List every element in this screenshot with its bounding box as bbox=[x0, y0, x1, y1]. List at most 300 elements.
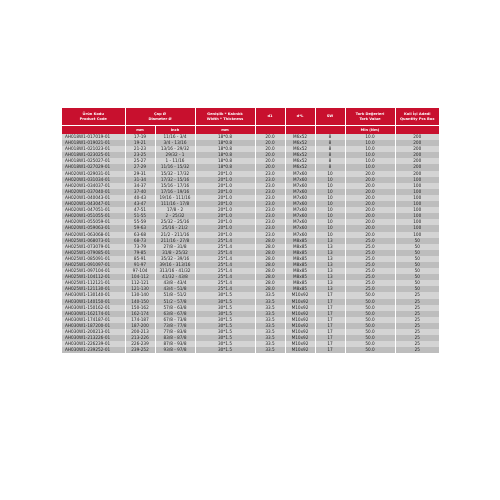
cell-d1: 28.0 bbox=[255, 250, 285, 256]
cell-d1: 33.5 bbox=[255, 305, 285, 311]
cell-width-thickness: 20*1.0 bbox=[195, 219, 255, 225]
cell-product-code: AH025W1-104112-01 bbox=[62, 274, 125, 280]
cell-diameter-mm: 174-187 bbox=[125, 317, 155, 323]
cell-sw: 10 bbox=[315, 183, 345, 189]
cell-d1: 23.0 bbox=[255, 207, 285, 213]
cell-quantity: 100 bbox=[395, 225, 439, 231]
cell-sw: 13 bbox=[315, 262, 345, 268]
cell-product-code: AH018W1-025027-01 bbox=[62, 158, 125, 164]
cell-d1: 20.0 bbox=[255, 146, 285, 152]
cell-sw: 10 bbox=[315, 207, 345, 213]
cell-quantity: 50 bbox=[395, 274, 439, 280]
cell-product-code: AH030W1-174187-01 bbox=[62, 317, 125, 323]
cell-width-thickness: 20*1.0 bbox=[195, 213, 255, 219]
unit-empty bbox=[285, 126, 315, 135]
unit-mm-width: mm bbox=[195, 126, 255, 135]
cell-product-code: AH030W1-162174-01 bbox=[62, 311, 125, 317]
cell-diameter-inch: 93/8 - 97/8 bbox=[155, 347, 195, 353]
cell-product-code: AH018W1-017019-01 bbox=[62, 134, 125, 140]
cell-quantity: 100 bbox=[395, 201, 439, 207]
cell-width-thickness: 25*1.4 bbox=[195, 238, 255, 244]
cell-dl: M7x60 bbox=[285, 225, 315, 231]
cell-torque: 50.0 bbox=[345, 292, 395, 298]
cell-width-thickness: 30*1.5 bbox=[195, 335, 255, 341]
cell-product-code: AH020W1-059063-01 bbox=[62, 225, 125, 231]
cell-product-code: AH030W1-130140-01 bbox=[62, 292, 125, 298]
cell-product-code: AH020W1-031034-01 bbox=[62, 177, 125, 183]
cell-d1: 33.5 bbox=[255, 323, 285, 329]
cell-torque: 25.0 bbox=[345, 268, 395, 274]
cell-diameter-mm: 25-27 bbox=[125, 158, 155, 164]
cell-d1: 28.0 bbox=[255, 274, 285, 280]
cell-product-code: AH020W1-055059-01 bbox=[62, 219, 125, 225]
cell-width-thickness: 20*1.0 bbox=[195, 225, 255, 231]
cell-sw: 13 bbox=[315, 256, 345, 262]
cell-diameter-mm: 121-130 bbox=[125, 286, 155, 292]
cell-diameter-inch: 2 - 25/32 bbox=[155, 213, 195, 219]
cell-product-code: AH030W1-239252-01 bbox=[62, 347, 125, 353]
cell-dl: M6x52 bbox=[285, 146, 315, 152]
cell-diameter-inch: 15/32 - 17/32 bbox=[155, 171, 195, 177]
cell-quantity: 200 bbox=[395, 171, 439, 177]
cell-diameter-inch: 111/16 - 17/8 bbox=[155, 201, 195, 207]
cell-torque: 20.0 bbox=[345, 232, 395, 238]
cell-quantity: 200 bbox=[395, 134, 439, 140]
cell-quantity: 100 bbox=[395, 177, 439, 183]
cell-product-code: AH030W1-187200-01 bbox=[62, 323, 125, 329]
cell-sw: 10 bbox=[315, 177, 345, 183]
cell-dl: M6x52 bbox=[285, 152, 315, 158]
cell-product-code: AH020W1-043047-01 bbox=[62, 201, 125, 207]
cell-dl: M7x60 bbox=[285, 219, 315, 225]
cell-dl: M8x85 bbox=[285, 238, 315, 244]
cell-sw: 8 bbox=[315, 140, 345, 146]
cell-torque: 20.0 bbox=[345, 195, 395, 201]
cell-d1: 33.5 bbox=[255, 299, 285, 305]
cell-width-thickness: 30*1.5 bbox=[195, 299, 255, 305]
cell-torque: 25.0 bbox=[345, 250, 395, 256]
cell-quantity: 200 bbox=[395, 152, 439, 158]
cell-diameter-mm: 63-68 bbox=[125, 232, 155, 238]
cell-torque: 10.0 bbox=[345, 164, 395, 170]
cell-dl: M8x85 bbox=[285, 262, 315, 268]
cell-diameter-inch: 25/32 - 25/16 bbox=[155, 219, 195, 225]
cell-product-code: AH020W1-051055-01 bbox=[62, 213, 125, 219]
cell-product-code: AH020W1-037040-01 bbox=[62, 189, 125, 195]
cell-width-thickness: 18*0.8 bbox=[195, 158, 255, 164]
cell-d1: 28.0 bbox=[255, 256, 285, 262]
cell-product-code: AH025W1-079085-01 bbox=[62, 250, 125, 256]
cell-dl: M7x60 bbox=[285, 195, 315, 201]
cell-d1: 28.0 bbox=[255, 268, 285, 274]
cell-width-thickness: 30*1.5 bbox=[195, 292, 255, 298]
cell-diameter-inch: 1 - 11/16 bbox=[155, 158, 195, 164]
cell-diameter-inch: 73/8 - 77/8 bbox=[155, 323, 195, 329]
cell-diameter-inch: 11/16 - 3/4 bbox=[155, 134, 195, 140]
cell-d1: 33.5 bbox=[255, 335, 285, 341]
cell-quantity: 25 bbox=[395, 317, 439, 323]
cell-d1: 20.0 bbox=[255, 152, 285, 158]
cell-sw: 17 bbox=[315, 335, 345, 341]
cell-diameter-inch: 57/8 - 63/8 bbox=[155, 305, 195, 311]
cell-dl: M10x92 bbox=[285, 347, 315, 353]
cell-diameter-inch: 17/16 - 19/16 bbox=[155, 189, 195, 195]
cell-sw: 10 bbox=[315, 201, 345, 207]
cell-product-code: AH020W1-034037-01 bbox=[62, 183, 125, 189]
cell-d1: 23.0 bbox=[255, 183, 285, 189]
cell-width-thickness: 18*0.8 bbox=[195, 152, 255, 158]
cell-diameter-inch: 39/16 - 313/16 bbox=[155, 262, 195, 268]
cell-quantity: 50 bbox=[395, 256, 439, 262]
cell-torque: 20.0 bbox=[345, 183, 395, 189]
cell-product-code: AH030W1-140150-01 bbox=[62, 299, 125, 305]
cell-diameter-mm: 239-252 bbox=[125, 347, 155, 353]
cell-sw: 13 bbox=[315, 268, 345, 274]
cell-d1: 28.0 bbox=[255, 280, 285, 286]
header-product-code: Ürün Kodu Product Code bbox=[62, 108, 125, 126]
cell-dl: M7x60 bbox=[285, 189, 315, 195]
cell-sw: 10 bbox=[315, 171, 345, 177]
cell-quantity: 25 bbox=[395, 311, 439, 317]
cell-product-code: AH018W1-021023-01 bbox=[62, 146, 125, 152]
cell-diameter-mm: 104-112 bbox=[125, 274, 155, 280]
cell-sw: 10 bbox=[315, 219, 345, 225]
cell-product-code: AH020W1-063068-01 bbox=[62, 232, 125, 238]
cell-width-thickness: 25*1.4 bbox=[195, 250, 255, 256]
cell-sw: 17 bbox=[315, 323, 345, 329]
cell-diameter-inch: 11/16 - 15/32 bbox=[155, 164, 195, 170]
cell-torque: 10.0 bbox=[345, 158, 395, 164]
cell-dl: M7x60 bbox=[285, 177, 315, 183]
cell-quantity: 100 bbox=[395, 207, 439, 213]
cell-product-code: AH018W1-023025-01 bbox=[62, 152, 125, 158]
cell-d1: 20.0 bbox=[255, 158, 285, 164]
cell-d1: 28.0 bbox=[255, 238, 285, 244]
unit-empty bbox=[395, 126, 439, 135]
cell-d1: 28.0 bbox=[255, 244, 285, 250]
cell-torque: 10.0 bbox=[345, 134, 395, 140]
cell-diameter-mm: 23-25 bbox=[125, 152, 155, 158]
cell-sw: 13 bbox=[315, 244, 345, 250]
cell-diameter-inch: 19/16 - 111/16 bbox=[155, 195, 195, 201]
cell-torque: 50.0 bbox=[345, 347, 395, 353]
cell-d1: 23.0 bbox=[255, 171, 285, 177]
cell-d1: 23.0 bbox=[255, 232, 285, 238]
cell-dl: M8x85 bbox=[285, 256, 315, 262]
cell-diameter-inch: 313/16 - 41/32 bbox=[155, 268, 195, 274]
cell-dl: M10x92 bbox=[285, 299, 315, 305]
cell-torque: 50.0 bbox=[345, 341, 395, 347]
cell-diameter-mm: 130-140 bbox=[125, 292, 155, 298]
cell-width-thickness: 20*1.0 bbox=[195, 171, 255, 177]
cell-dl: M10x92 bbox=[285, 329, 315, 335]
cell-quantity: 100 bbox=[395, 213, 439, 219]
cell-diameter-mm: 21-23 bbox=[125, 146, 155, 152]
cell-dl: M7x60 bbox=[285, 207, 315, 213]
cell-torque: 20.0 bbox=[345, 189, 395, 195]
cell-quantity: 25 bbox=[395, 299, 439, 305]
cell-torque: 50.0 bbox=[345, 335, 395, 341]
cell-diameter-inch: 77/8 - 83/8 bbox=[155, 329, 195, 335]
product-table-container bbox=[62, 108, 439, 353]
cell-torque: 50.0 bbox=[345, 329, 395, 335]
cell-product-code: AH025W1-112121-01 bbox=[62, 280, 125, 286]
cell-d1: 33.5 bbox=[255, 317, 285, 323]
cell-sw: 10 bbox=[315, 225, 345, 231]
header-diameter: Çap Ø Diameter Ø bbox=[125, 108, 195, 126]
cell-product-code: AH020W1-047051-01 bbox=[62, 207, 125, 213]
cell-width-thickness: 25*1.4 bbox=[195, 280, 255, 286]
cell-torque: 25.0 bbox=[345, 274, 395, 280]
cell-product-code: AH025W1-073079-01 bbox=[62, 244, 125, 250]
cell-diameter-inch: 51/8 - 51/2 bbox=[155, 292, 195, 298]
cell-dl: M8x85 bbox=[285, 280, 315, 286]
cell-quantity: 25 bbox=[395, 341, 439, 347]
cell-diameter-mm: 200-213 bbox=[125, 329, 155, 335]
cell-quantity: 25 bbox=[395, 335, 439, 341]
cell-dl: M7x60 bbox=[285, 232, 315, 238]
cell-torque: 20.0 bbox=[345, 201, 395, 207]
cell-dl: M8x85 bbox=[285, 286, 315, 292]
cell-diameter-mm: 112-121 bbox=[125, 280, 155, 286]
cell-diameter-mm: 68-73 bbox=[125, 238, 155, 244]
cell-diameter-inch: 87/8 - 93/8 bbox=[155, 341, 195, 347]
cell-diameter-inch: 15/16 - 17/16 bbox=[155, 183, 195, 189]
cell-torque: 25.0 bbox=[345, 286, 395, 292]
cell-sw: 10 bbox=[315, 195, 345, 201]
cell-torque: 20.0 bbox=[345, 207, 395, 213]
cell-diameter-mm: 85-91 bbox=[125, 256, 155, 262]
cell-width-thickness: 20*1.0 bbox=[195, 201, 255, 207]
cell-width-thickness: 30*1.5 bbox=[195, 347, 255, 353]
cell-product-code: AH018W1-027029-01 bbox=[62, 164, 125, 170]
cell-torque: 25.0 bbox=[345, 256, 395, 262]
cell-d1: 23.0 bbox=[255, 195, 285, 201]
cell-product-code: AH020W1-040043-01 bbox=[62, 195, 125, 201]
cell-sw: 8 bbox=[315, 146, 345, 152]
cell-diameter-mm: 91-97 bbox=[125, 262, 155, 268]
cell-diameter-inch: 25/16 - 21/2 bbox=[155, 225, 195, 231]
cell-width-thickness: 25*1.4 bbox=[195, 256, 255, 262]
table-row bbox=[62, 347, 439, 353]
cell-sw: 17 bbox=[315, 305, 345, 311]
cell-sw: 13 bbox=[315, 274, 345, 280]
cell-dl: M8x85 bbox=[285, 268, 315, 274]
cell-sw: 8 bbox=[315, 134, 345, 140]
cell-product-code: AH030W1-213226-01 bbox=[62, 335, 125, 341]
cell-width-thickness: 25*1.4 bbox=[195, 244, 255, 250]
cell-diameter-inch: 63/8 - 67/8 bbox=[155, 311, 195, 317]
cell-diameter-mm: 29-31 bbox=[125, 171, 155, 177]
cell-diameter-mm: 187-200 bbox=[125, 323, 155, 329]
cell-width-thickness: 20*1.0 bbox=[195, 195, 255, 201]
cell-diameter-mm: 51-55 bbox=[125, 213, 155, 219]
product-table bbox=[62, 108, 439, 353]
cell-d1: 20.0 bbox=[255, 164, 285, 170]
cell-quantity: 200 bbox=[395, 146, 439, 152]
cell-diameter-inch: 29/32 - 1 bbox=[155, 152, 195, 158]
cell-diameter-mm: 150-162 bbox=[125, 305, 155, 311]
cell-torque: 50.0 bbox=[345, 323, 395, 329]
cell-diameter-inch: 41/32 - 43/8 bbox=[155, 274, 195, 280]
cell-sw: 13 bbox=[315, 280, 345, 286]
cell-d1: 20.0 bbox=[255, 140, 285, 146]
header-sw: SW bbox=[315, 108, 345, 126]
cell-diameter-mm: 34-37 bbox=[125, 183, 155, 189]
unit-empty bbox=[62, 126, 125, 135]
cell-diameter-mm: 37-40 bbox=[125, 189, 155, 195]
cell-width-thickness: 20*1.0 bbox=[195, 207, 255, 213]
cell-torque: 20.0 bbox=[345, 177, 395, 183]
cell-d1: 23.0 bbox=[255, 189, 285, 195]
cell-d1: 20.0 bbox=[255, 134, 285, 140]
cell-torque: 25.0 bbox=[345, 262, 395, 268]
cell-dl: M6x52 bbox=[285, 164, 315, 170]
cell-dl: M10x92 bbox=[285, 335, 315, 341]
cell-width-thickness: 25*1.4 bbox=[195, 274, 255, 280]
cell-diameter-inch: 13/16 - 29/32 bbox=[155, 146, 195, 152]
cell-sw: 17 bbox=[315, 329, 345, 335]
cell-torque: 50.0 bbox=[345, 299, 395, 305]
cell-diameter-mm: 19-21 bbox=[125, 140, 155, 146]
cell-diameter-inch: 3/4 - 13/16 bbox=[155, 140, 195, 146]
cell-sw: 17 bbox=[315, 311, 345, 317]
cell-dl: M10x92 bbox=[285, 311, 315, 317]
table-header bbox=[62, 108, 439, 134]
cell-width-thickness: 20*1.0 bbox=[195, 232, 255, 238]
cell-width-thickness: 25*1.4 bbox=[195, 286, 255, 292]
cell-width-thickness: 18*0.8 bbox=[195, 134, 255, 140]
cell-width-thickness: 20*1.0 bbox=[195, 177, 255, 183]
cell-width-thickness: 20*1.0 bbox=[195, 189, 255, 195]
cell-diameter-inch: 43/8 - 43/4 bbox=[155, 280, 195, 286]
cell-d1: 33.5 bbox=[255, 292, 285, 298]
cell-d1: 23.0 bbox=[255, 219, 285, 225]
unit-empty bbox=[255, 126, 285, 135]
cell-quantity: 50 bbox=[395, 238, 439, 244]
cell-torque: 20.0 bbox=[345, 219, 395, 225]
cell-dl: M7x60 bbox=[285, 171, 315, 177]
cell-sw: 10 bbox=[315, 189, 345, 195]
cell-width-thickness: 30*1.5 bbox=[195, 341, 255, 347]
cell-d1: 23.0 bbox=[255, 213, 285, 219]
cell-diameter-mm: 31-34 bbox=[125, 177, 155, 183]
cell-diameter-inch: 67/8 - 73/8 bbox=[155, 317, 195, 323]
cell-diameter-mm: 226-239 bbox=[125, 341, 155, 347]
cell-torque: 50.0 bbox=[345, 317, 395, 323]
cell-sw: 13 bbox=[315, 250, 345, 256]
cell-diameter-inch: 211/16 - 27/8 bbox=[155, 238, 195, 244]
cell-torque: 10.0 bbox=[345, 146, 395, 152]
cell-torque: 20.0 bbox=[345, 225, 395, 231]
cell-width-thickness: 25*1.4 bbox=[195, 268, 255, 274]
cell-dl: M8x85 bbox=[285, 244, 315, 250]
cell-dl: M6x52 bbox=[285, 140, 315, 146]
unit-inch: Inch bbox=[155, 126, 195, 135]
cell-product-code: AH025W1-091097-01 bbox=[62, 262, 125, 268]
cell-diameter-mm: 79-85 bbox=[125, 250, 155, 256]
cell-torque: 25.0 bbox=[345, 244, 395, 250]
cell-diameter-mm: 213-226 bbox=[125, 335, 155, 341]
cell-product-code: AH025W1-085091-01 bbox=[62, 256, 125, 262]
cell-sw: 10 bbox=[315, 213, 345, 219]
cell-quantity: 50 bbox=[395, 262, 439, 268]
cell-width-thickness: 18*0.8 bbox=[195, 164, 255, 170]
cell-width-thickness: 20*1.0 bbox=[195, 183, 255, 189]
cell-dl: M7x60 bbox=[285, 183, 315, 189]
cell-torque: 50.0 bbox=[345, 305, 395, 311]
cell-product-code: AH030W1-200213-01 bbox=[62, 329, 125, 335]
cell-diameter-mm: 140-150 bbox=[125, 299, 155, 305]
cell-sw: 13 bbox=[315, 238, 345, 244]
header-dl: d*L bbox=[285, 108, 315, 126]
cell-product-code: AH025W1-121130-01 bbox=[62, 286, 125, 292]
cell-quantity: 50 bbox=[395, 286, 439, 292]
table-body bbox=[62, 134, 439, 353]
cell-dl: M10x92 bbox=[285, 305, 315, 311]
cell-sw: 17 bbox=[315, 317, 345, 323]
cell-diameter-mm: 73-79 bbox=[125, 244, 155, 250]
cell-dl: M8x85 bbox=[285, 250, 315, 256]
unit-empty bbox=[315, 126, 345, 135]
cell-product-code: AH020W1-029031-01 bbox=[62, 171, 125, 177]
cell-product-code: AH018W1-019021-01 bbox=[62, 140, 125, 146]
cell-dl: M7x60 bbox=[285, 201, 315, 207]
cell-diameter-inch: 35/32 - 39/16 bbox=[155, 256, 195, 262]
cell-quantity: 25 bbox=[395, 347, 439, 353]
cell-torque: 20.0 bbox=[345, 171, 395, 177]
cell-product-code: AH030W1-150162-01 bbox=[62, 305, 125, 311]
cell-d1: 23.0 bbox=[255, 225, 285, 231]
cell-d1: 28.0 bbox=[255, 262, 285, 268]
cell-dl: M6x52 bbox=[285, 134, 315, 140]
cell-diameter-inch: 27/8 - 31/8 bbox=[155, 244, 195, 250]
cell-d1: 23.0 bbox=[255, 177, 285, 183]
cell-torque: 25.0 bbox=[345, 238, 395, 244]
cell-quantity: 25 bbox=[395, 329, 439, 335]
cell-diameter-mm: 43-47 bbox=[125, 201, 155, 207]
cell-quantity: 100 bbox=[395, 219, 439, 225]
cell-torque: 25.0 bbox=[345, 280, 395, 286]
cell-dl: M8x85 bbox=[285, 274, 315, 280]
cell-d1: 33.5 bbox=[255, 311, 285, 317]
cell-quantity: 100 bbox=[395, 189, 439, 195]
cell-sw: 17 bbox=[315, 299, 345, 305]
cell-product-code: AH030W1-226239-01 bbox=[62, 341, 125, 347]
cell-diameter-inch: 17/8 - 2 bbox=[155, 207, 195, 213]
cell-dl: M6x52 bbox=[285, 158, 315, 164]
cell-sw: 8 bbox=[315, 152, 345, 158]
cell-dl: M10x92 bbox=[285, 317, 315, 323]
cell-torque: 20.0 bbox=[345, 213, 395, 219]
header-width-thickness: Genişlik * Kalınlık Width * Thickness bbox=[195, 108, 255, 126]
cell-width-thickness: 30*1.5 bbox=[195, 305, 255, 311]
cell-d1: 28.0 bbox=[255, 286, 285, 292]
cell-diameter-mm: 47-51 bbox=[125, 207, 155, 213]
cell-width-thickness: 18*0.8 bbox=[195, 140, 255, 146]
header-torque: Tork Değerleri Tork Value bbox=[345, 108, 395, 126]
cell-sw: 10 bbox=[315, 232, 345, 238]
cell-diameter-mm: 162-174 bbox=[125, 311, 155, 317]
cell-diameter-mm: 17-19 bbox=[125, 134, 155, 140]
cell-torque: 50.0 bbox=[345, 311, 395, 317]
cell-diameter-mm: 55-59 bbox=[125, 219, 155, 225]
cell-quantity: 100 bbox=[395, 183, 439, 189]
cell-diameter-mm: 97-104 bbox=[125, 268, 155, 274]
header-quantity: Koli İçi Adedi Quantity Pcs Box bbox=[395, 108, 439, 126]
cell-sw: 8 bbox=[315, 164, 345, 170]
cell-diameter-inch: 83/8 - 87/8 bbox=[155, 335, 195, 341]
